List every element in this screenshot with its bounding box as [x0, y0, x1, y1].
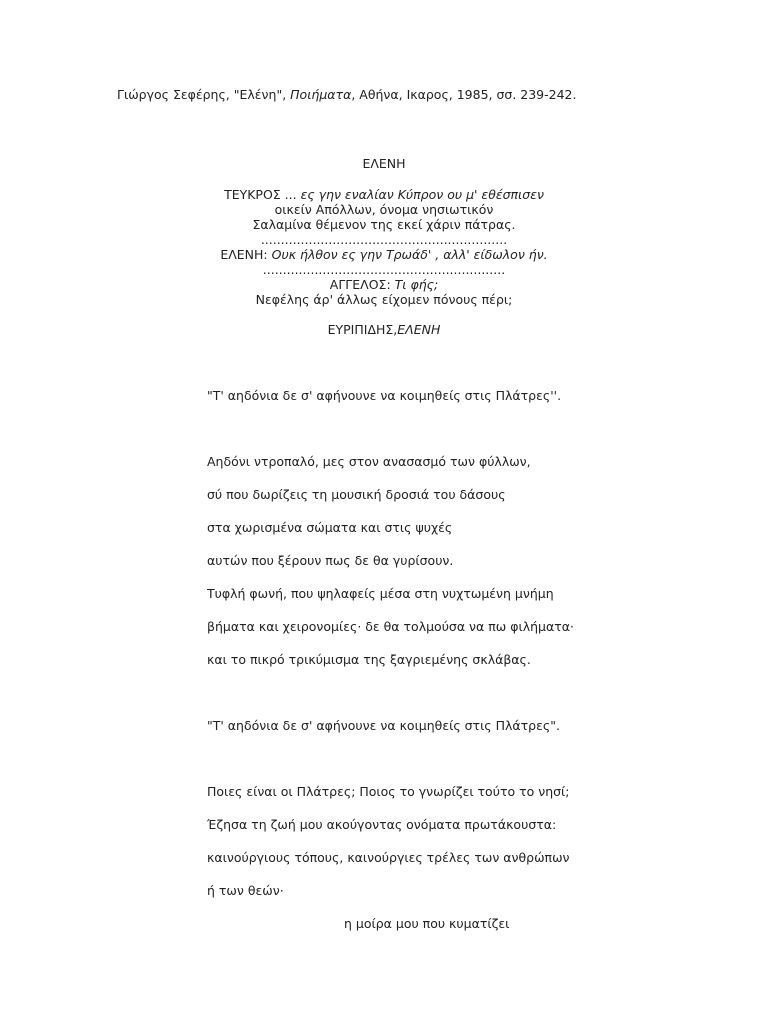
epigraph-angelos-line: [0, 277, 768, 292]
refrain-2: "Τ' αηδόνια δε σ' αφήνουνε να κοιμηθείς στις Πλάτρες".: [207, 718, 560, 733]
epigraph-teukros-line3: Σαλαμίνα θέμενον της εκεί χάριν πάτρας.: [252, 217, 516, 232]
epigraph-angelos-line2: Νεφέλης άρ' άλλως είχομεν πόνους πέρι;: [255, 292, 513, 307]
speaker-angelos: ΑΓΓΕΛΟΣ:: [329, 277, 395, 292]
epigraph-dots-2: .............................................................: [262, 262, 506, 277]
source-author: ΕΥΡΙΠΙΔΗΣ,: [327, 322, 398, 337]
citation-book: Ποιήματα: [290, 87, 352, 102]
stanza1-line7: και το πικρό τρικύμισμα της ξαγριεμένης σκλάβας.: [207, 652, 531, 667]
stanza2-line4: ή των θεών·: [207, 883, 284, 898]
refrain-1: "Τ' αηδόνια δε σ' αφήνουνε να κοιμηθείς στις Πλάτρες''.: [207, 388, 562, 403]
source-work: ΕΛΕΝΗ: [397, 322, 441, 337]
stanza1-line6: βήματα και χειρονομίες· δε θα τολμούσα να πω φιλήματα·: [207, 619, 574, 634]
citation-prefix: Γιώργος Σεφέρης, "Ελένη",: [117, 87, 291, 102]
stanza1-line4: αυτών που ξέρουν πως δε θα γυρίσουν.: [207, 553, 454, 568]
teukros-text-1: ες γην εναλίαν Κύπρον ου μ' εθέσπισεν: [300, 187, 544, 202]
stanza1-line1: Αηδόνι ντροπαλό, μες στον ανασασμό των φύλλων,: [207, 454, 531, 469]
citation: [117, 87, 576, 103]
poem-title: ΕΛΕΝΗ: [362, 156, 406, 171]
epigraph-eleni-line: [0, 247, 768, 262]
epigraph-source: [0, 322, 768, 338]
speaker-eleni: ΕΛΕΝΗ:: [220, 247, 272, 262]
eleni-text: Ουκ ήλθον ες γην Τρωάδ' , αλλ' είδωλον ήν.: [271, 247, 548, 262]
citation-suffix: , Αθήνα, Ικαρος, 1985, σσ. 239-242.: [351, 87, 577, 102]
stanza2-line3: καινούργιους τόπους, καινούργιες τρέλες των ανθρώπων: [207, 850, 570, 865]
epigraph-dots-1: ..............................................................: [260, 232, 508, 247]
stanza2-line1: Ποιες είναι οι Πλάτρες; Ποιος το γνωρίζει τούτο το νησί;: [207, 784, 570, 799]
speaker-teukros: ΤΕΥΚΡΟΣ ...: [224, 187, 301, 202]
epigraph-teukros-line1: [0, 187, 768, 202]
angelos-text: Τι φής;: [394, 277, 439, 292]
poem-body: [207, 388, 747, 949]
indented-line: η μοίρα μου που κυματίζει: [344, 916, 510, 931]
stanza2-line2: Έζησα τη ζωή μου ακούγοντας ονόματα πρωτάκουστα:: [207, 817, 557, 832]
epigraph: [0, 187, 768, 307]
stanza1-line5: Τυφλή φωνή, που ψηλαφείς μέσα στη νυχτωμένη μνήμη: [207, 586, 554, 601]
epigraph-teukros-line2: οικείν Απόλλων, όνομα νησιωτικόν: [274, 202, 494, 217]
stanza1-line3: στα χωρισμένα σώματα και στις ψυχές: [207, 520, 453, 535]
stanza1-line2: σύ που δωρίζεις τη μουσική δροσιά του δάσους: [207, 487, 506, 502]
